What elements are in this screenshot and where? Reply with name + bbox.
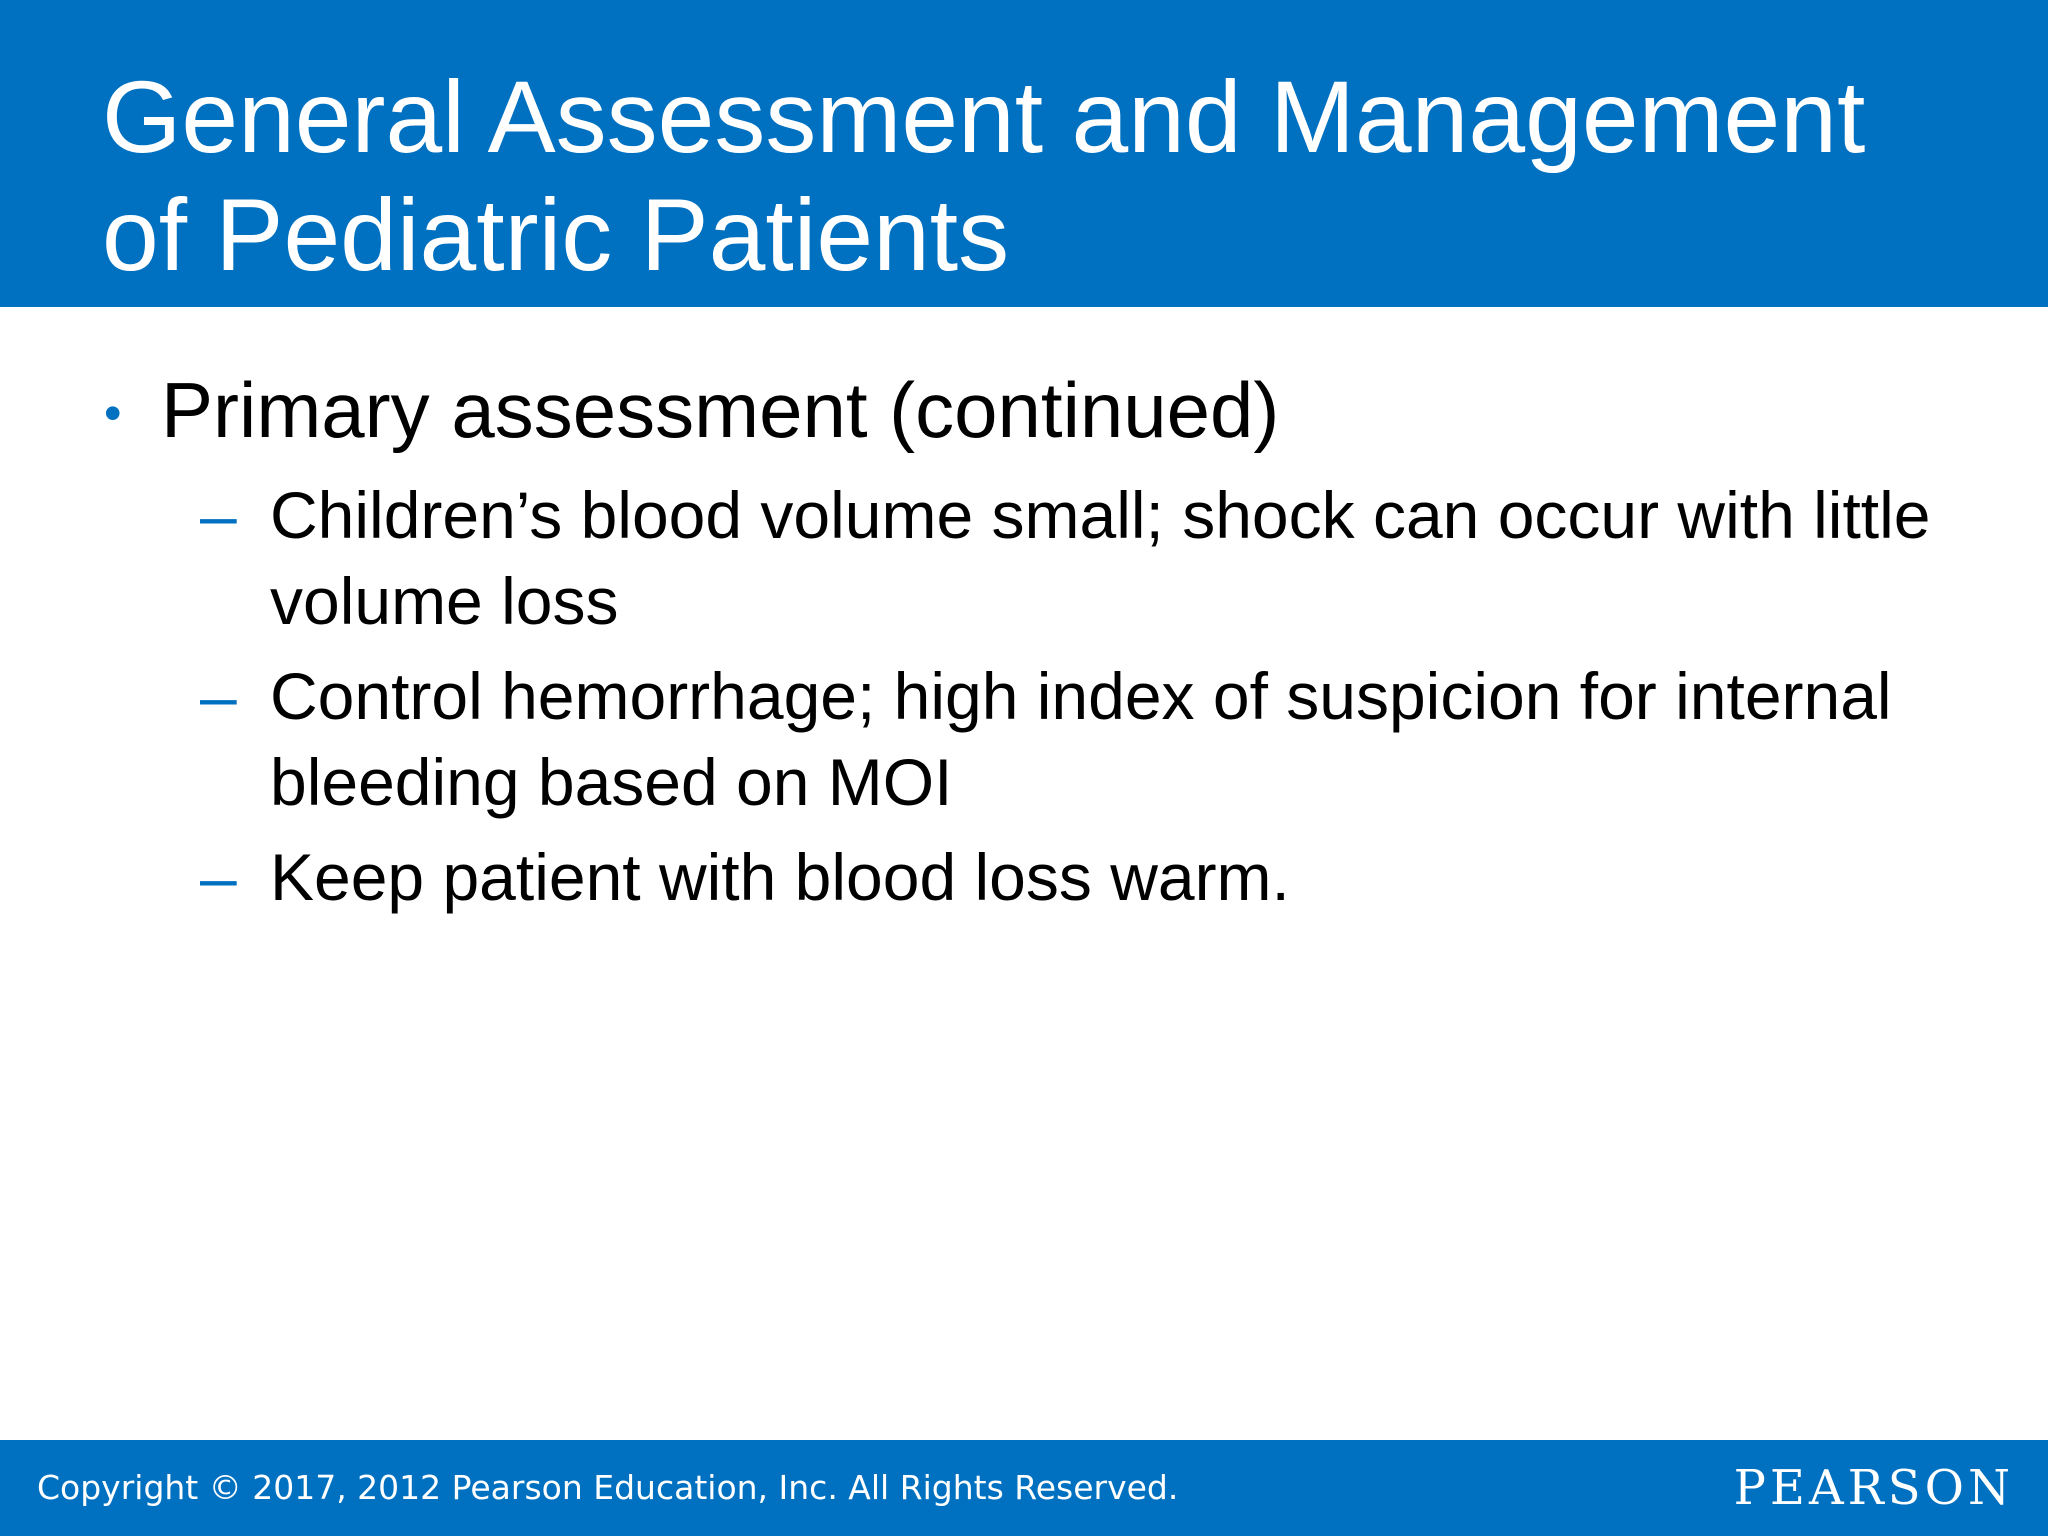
bullet-text: Primary assessment (continued) (161, 366, 1280, 454)
sub-bullet-text: Keep patient with blood loss warm. (270, 840, 1290, 914)
pearson-logo: PEARSON (1733, 1460, 2014, 1516)
sub-bullet-text: Children’s blood volume small; shock can occur with little volume loss (270, 478, 1931, 638)
bullet-icon: • (104, 385, 122, 441)
dash-icon: – (200, 659, 237, 733)
dash-icon: – (200, 478, 237, 552)
footer-bar (0, 1440, 2048, 1536)
slide-title-line-1: General Assessment and Management (102, 60, 1866, 174)
sub-bullet-text: Control hemorrhage; high index of suspicion for internal bleeding based on MOI (270, 659, 1892, 819)
slide-title-line-2: of Pediatric Patients (102, 178, 1010, 292)
dash-icon: – (200, 840, 237, 914)
copyright-notice: Copyright © 2017, 2012 Pearson Education, Inc. All Rights Reserved. (37, 1468, 1179, 1507)
